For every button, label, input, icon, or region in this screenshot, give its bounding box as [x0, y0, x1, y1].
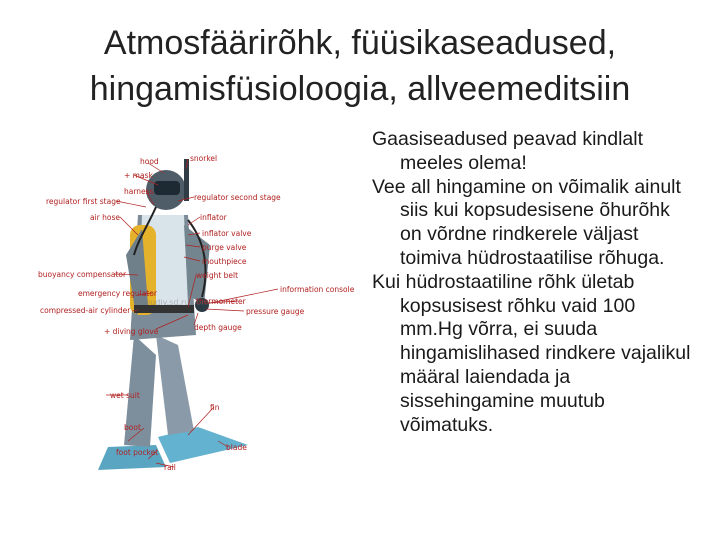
label-wet-suit: wet suit — [110, 391, 140, 400]
diver-equipment-figure — [38, 145, 355, 485]
label-blade: blade — [226, 443, 247, 452]
right-leg-shape — [156, 335, 194, 435]
label-purge-valve: purge valve — [202, 243, 247, 252]
label-pressure-gauge: pressure gauge — [246, 307, 305, 316]
paragraph-breathing-underwater: Vee all hingamine on võimalik ainult siis kui kopsudesisene õhurõhk on võrdne rindkerele väljast toimiva hüdrostaatilise rõhuga. — [372, 175, 681, 269]
label-weight-belt: weight belt — [196, 271, 239, 280]
label-information-console: information console — [280, 285, 355, 294]
label-boot: boot — [124, 423, 141, 432]
label-depth-gauge: depth gauge — [194, 323, 242, 332]
label-inflator-valve: inflator valve — [202, 229, 252, 238]
label-diving-glove: + diving glove — [104, 327, 159, 336]
label-mouthpiece: mouthpiece — [202, 257, 247, 266]
label-regulator-first-stage: regulator first stage — [46, 197, 121, 206]
label-rail: rail — [164, 463, 176, 472]
label-foot-pocket: foot pocket — [116, 448, 159, 457]
slide-title: Atmosfäärirõhk, füüsikaseadused, hingamisfüsioloogia, allveemeditsiin — [89, 24, 631, 108]
body-text — [372, 128, 692, 437]
paragraph-gas-laws: Gaasiseadused peavad kindlalt meeles olema! — [372, 128, 644, 174]
label-hood: hood — [140, 157, 159, 166]
label-fin: fin — [210, 403, 220, 412]
label-buoyancy-compensator: buoyancy compensator — [38, 270, 127, 279]
label-inflator: inflator — [200, 213, 227, 222]
watermark: ikiloudiv.sd.ru.com — [134, 298, 209, 307]
label-mask: + mask — [124, 171, 153, 180]
label-air-hose: air hose — [90, 213, 121, 222]
label-snorkel: snorkel — [190, 154, 218, 163]
label-regulator-second-stage: regulator second stage — [194, 193, 281, 202]
label-compressed-air-cylinder: compressed-air cylinder — [40, 306, 131, 315]
mask-shape — [154, 181, 180, 195]
paragraph-hydrostatic-pressure: Kui hüdrostaatiline rõhk ületab kopsusisest rõhku vaid 100 mm.Hg võrra, ei suuda hingamislihased rindkere vajalikul määral laiendada ja sissehingamine muutub võimatuks. — [372, 270, 691, 436]
label-thermometer: thermometer — [196, 297, 246, 306]
label-harness: harness — [124, 187, 154, 196]
label-emergency-regulator: emergency regulator — [78, 289, 157, 298]
